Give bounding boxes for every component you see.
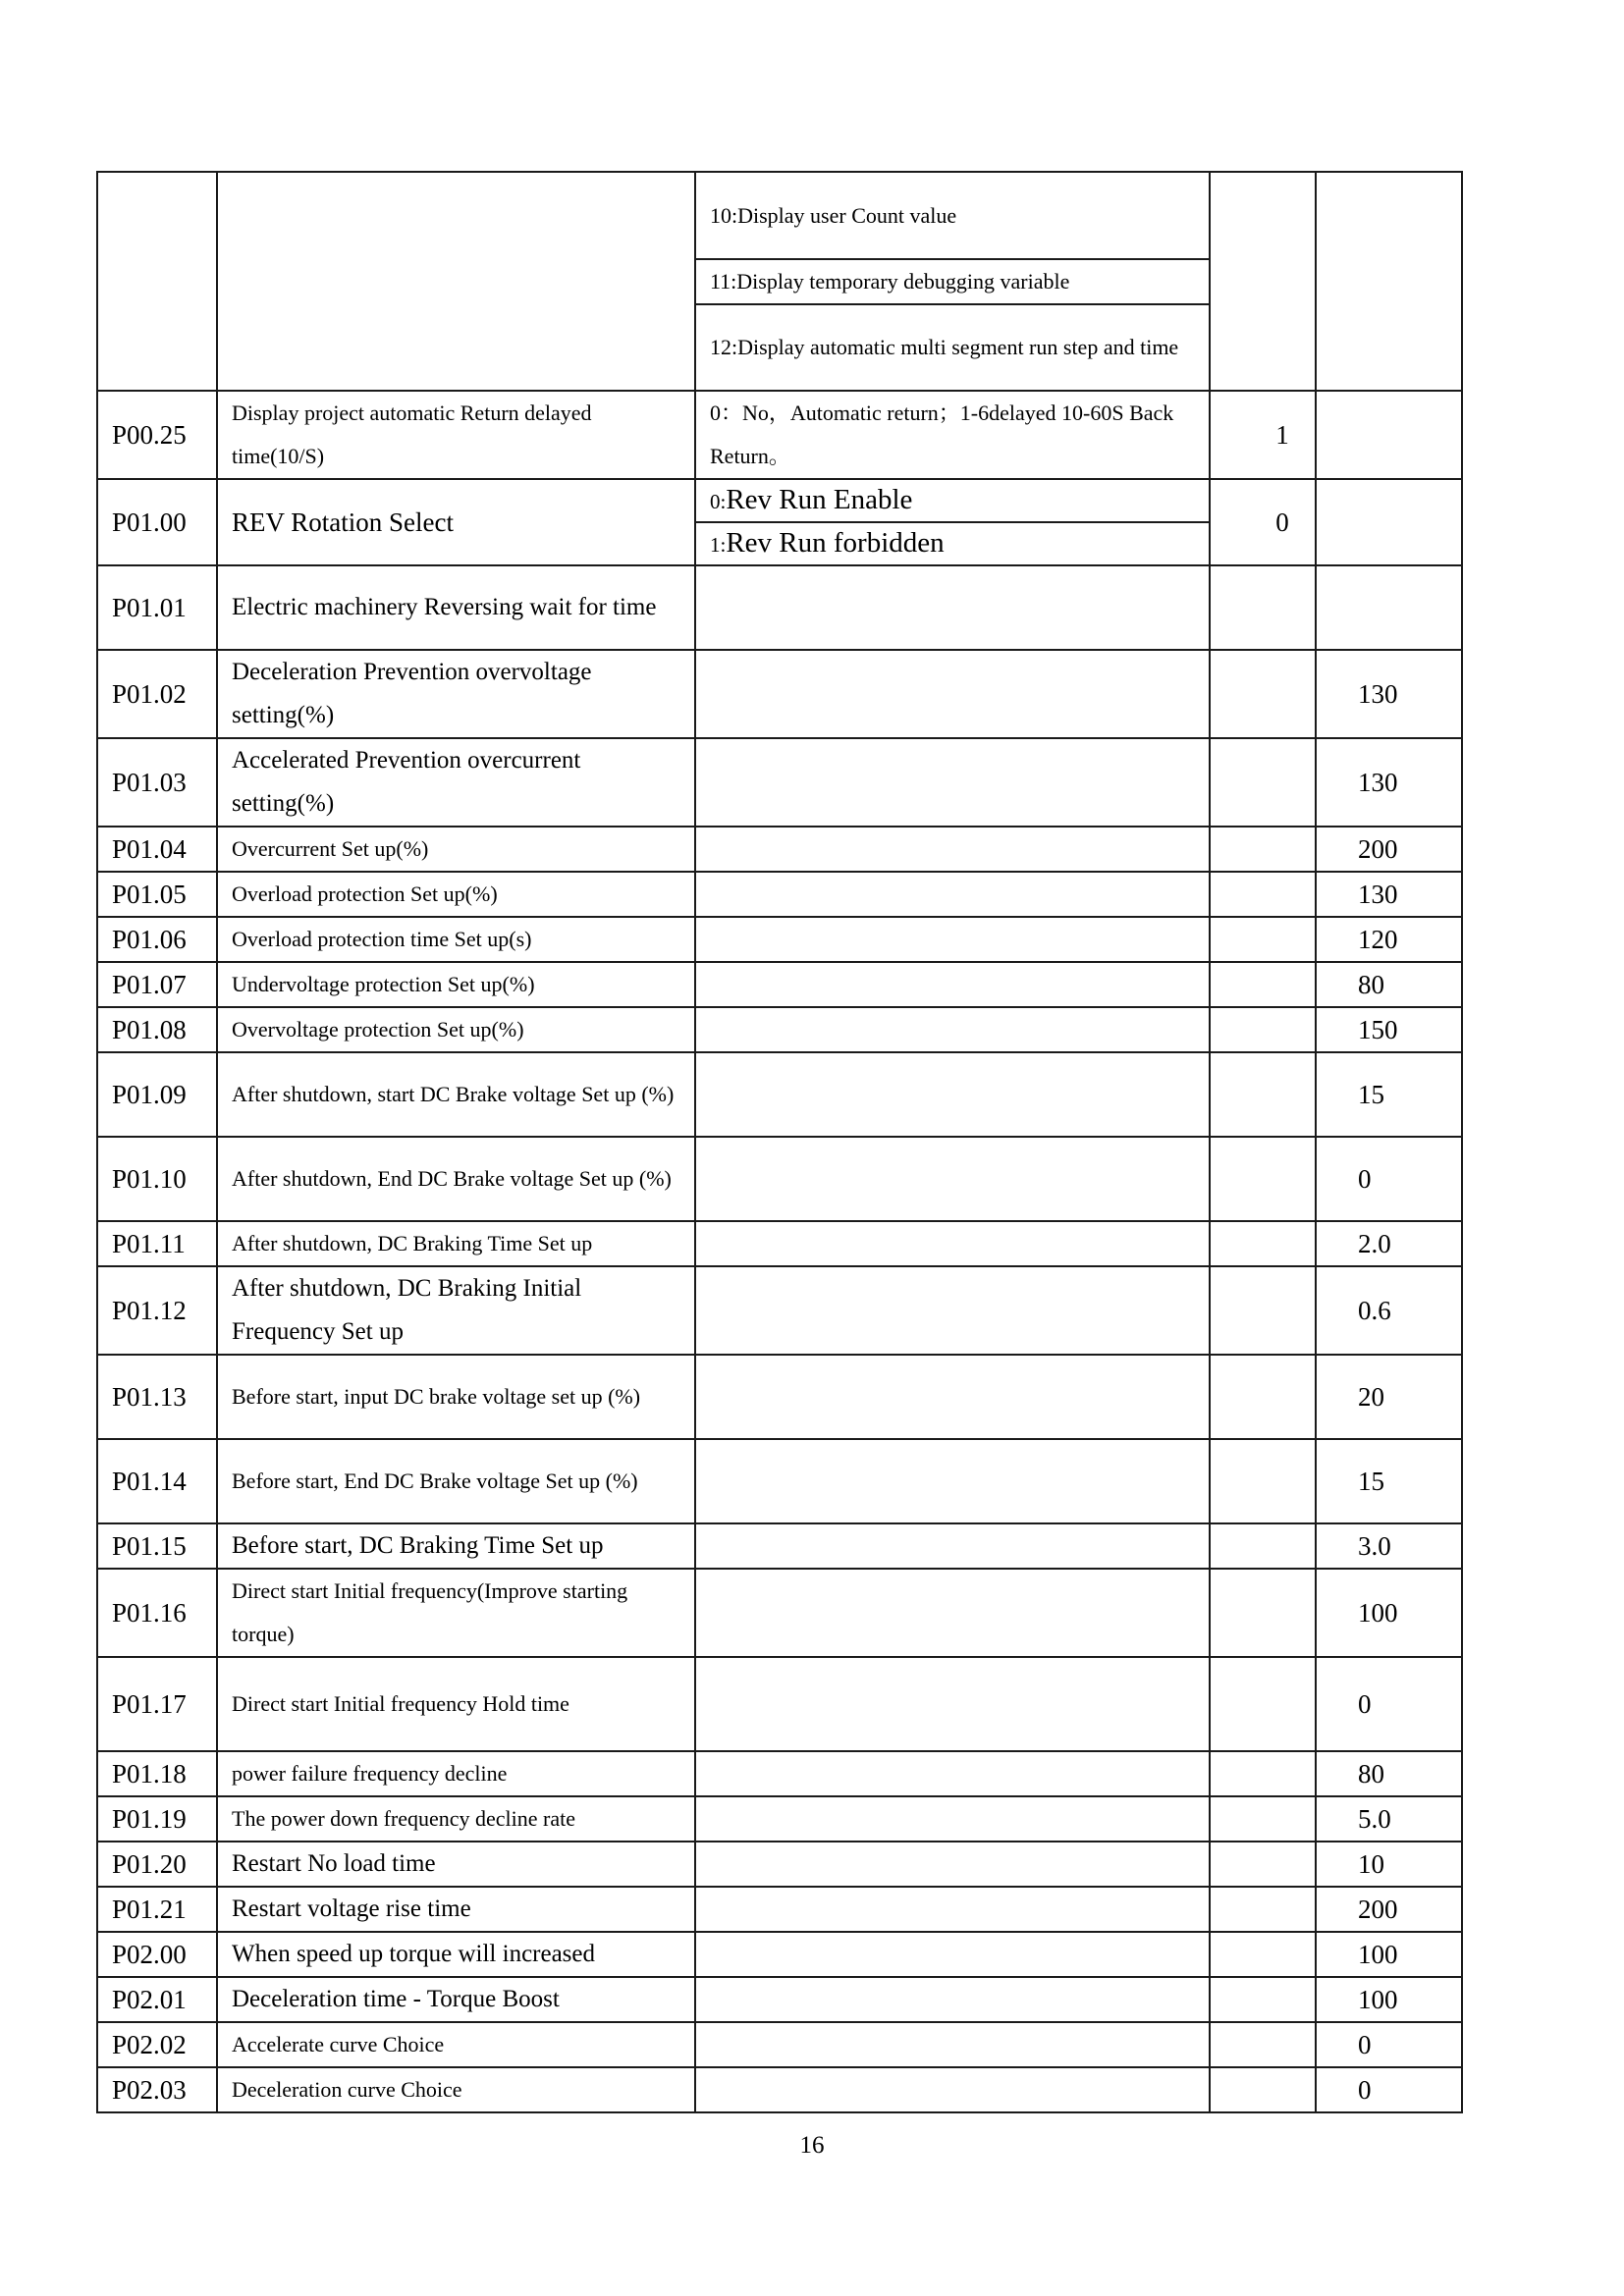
param-range bbox=[695, 1523, 1210, 1569]
param-unit-value bbox=[1210, 827, 1316, 872]
param-code: P01.19 bbox=[97, 1796, 217, 1842]
param-name: Accelerated Prevention overcurrent setting(%) bbox=[217, 738, 695, 827]
param-default: 100 bbox=[1316, 1569, 1462, 1657]
param-option bbox=[695, 522, 1210, 565]
param-code: P02.00 bbox=[97, 1932, 217, 1977]
param-unit-value bbox=[1210, 1523, 1316, 1569]
table-row bbox=[97, 1887, 1462, 1932]
param-default: 2.0 bbox=[1316, 1221, 1462, 1266]
table-row bbox=[97, 1439, 1462, 1523]
param-code: P01.17 bbox=[97, 1657, 217, 1751]
param-unit-value bbox=[1210, 1569, 1316, 1657]
table-row bbox=[97, 1569, 1462, 1657]
param-unit-value bbox=[1210, 650, 1316, 738]
param-range bbox=[695, 827, 1210, 872]
param-name: Overload protection Set up(%) bbox=[217, 872, 695, 917]
param-default: 15 bbox=[1316, 1052, 1462, 1137]
param-unit-value bbox=[1210, 2022, 1316, 2067]
param-name: Direct start Initial frequency(Improve starting torque) bbox=[217, 1569, 695, 1657]
param-unit-value bbox=[1210, 1887, 1316, 1932]
param-name: Deceleration curve Choice bbox=[217, 2067, 695, 2112]
param-default: 100 bbox=[1316, 1977, 1462, 2022]
table-row bbox=[97, 1842, 1462, 1887]
param-code: P01.21 bbox=[97, 1887, 217, 1932]
param-range bbox=[695, 2067, 1210, 2112]
param-name: Restart voltage rise time bbox=[217, 1887, 695, 1932]
table-row-continuation bbox=[97, 172, 1462, 259]
param-range bbox=[695, 1221, 1210, 1266]
param-unit-value bbox=[1210, 917, 1316, 962]
param-code: P01.13 bbox=[97, 1355, 217, 1439]
param-range bbox=[695, 1657, 1210, 1751]
param-name: Deceleration Prevention overvoltage setting(%) bbox=[217, 650, 695, 738]
option-number: 1: bbox=[710, 533, 727, 557]
table-row bbox=[97, 1355, 1462, 1439]
param-name: Overvoltage protection Set up(%) bbox=[217, 1007, 695, 1052]
param-range bbox=[695, 1052, 1210, 1137]
param-default bbox=[1316, 479, 1462, 565]
param-name: When speed up torque will increased bbox=[217, 1932, 695, 1977]
table-row bbox=[97, 872, 1462, 917]
table-row bbox=[97, 2022, 1462, 2067]
param-unit-value bbox=[1210, 1842, 1316, 1887]
table-row bbox=[97, 1796, 1462, 1842]
param-default: 15 bbox=[1316, 1439, 1462, 1523]
table-row bbox=[97, 1266, 1462, 1355]
table-row bbox=[97, 1977, 1462, 2022]
parameter-rows bbox=[97, 565, 1462, 2112]
param-default: 0 bbox=[1316, 1137, 1462, 1221]
param-code: P00.25 bbox=[97, 391, 217, 479]
param-unit-value: 0 bbox=[1210, 479, 1316, 565]
param-unit-value bbox=[1210, 565, 1316, 650]
table-row bbox=[97, 962, 1462, 1007]
param-range bbox=[695, 962, 1210, 1007]
option-text: 12:Display automatic multi segment run step and time bbox=[710, 335, 1179, 359]
param-code: P01.14 bbox=[97, 1439, 217, 1523]
table-row bbox=[97, 1007, 1462, 1052]
table-row bbox=[97, 827, 1462, 872]
param-unit-value bbox=[1210, 1007, 1316, 1052]
param-range bbox=[695, 1007, 1210, 1052]
param-code: P01.03 bbox=[97, 738, 217, 827]
param-unit-value bbox=[1210, 1355, 1316, 1439]
param-default: 130 bbox=[1316, 650, 1462, 738]
table-row bbox=[97, 1221, 1462, 1266]
param-name: Overcurrent Set up(%) bbox=[217, 827, 695, 872]
table-row bbox=[97, 479, 1462, 522]
param-code: P01.08 bbox=[97, 1007, 217, 1052]
param-unit-value bbox=[1210, 1052, 1316, 1137]
param-name: Direct start Initial frequency Hold time bbox=[217, 1657, 695, 1751]
param-code: P01.16 bbox=[97, 1569, 217, 1657]
option-cell bbox=[695, 259, 1210, 304]
table-row bbox=[97, 917, 1462, 962]
table-row bbox=[97, 2067, 1462, 2112]
param-unit-value bbox=[1210, 1266, 1316, 1355]
param-name: Electric machinery Reversing wait for time bbox=[217, 565, 695, 650]
param-name: power failure frequency decline bbox=[217, 1751, 695, 1796]
table-row bbox=[97, 1932, 1462, 1977]
param-unit-value bbox=[1210, 962, 1316, 1007]
param-default: 100 bbox=[1316, 1932, 1462, 1977]
param-name: After shutdown, start DC Brake voltage Set up (%) bbox=[217, 1052, 695, 1137]
param-range bbox=[695, 1842, 1210, 1887]
param-code: P01.15 bbox=[97, 1523, 217, 1569]
table-row bbox=[97, 1137, 1462, 1221]
option-text: Rev Run forbidden bbox=[726, 527, 945, 559]
table-row bbox=[97, 1052, 1462, 1137]
param-default: 5.0 bbox=[1316, 1796, 1462, 1842]
param-code: P01.05 bbox=[97, 872, 217, 917]
param-default: 80 bbox=[1316, 962, 1462, 1007]
param-name: REV Rotation Select bbox=[217, 479, 695, 565]
param-range bbox=[695, 1266, 1210, 1355]
param-range bbox=[695, 1887, 1210, 1932]
param-default: 200 bbox=[1316, 827, 1462, 872]
table-row bbox=[97, 1657, 1462, 1751]
param-name: Accelerate curve Choice bbox=[217, 2022, 695, 2067]
param-code: P01.12 bbox=[97, 1266, 217, 1355]
param-code: P02.01 bbox=[97, 1977, 217, 2022]
param-default: 80 bbox=[1316, 1751, 1462, 1796]
param-range: 0：No，Automatic return；1-6delayed 10-60S Back Return。 bbox=[695, 391, 1210, 479]
param-code: P02.03 bbox=[97, 2067, 217, 2112]
param-unit-value bbox=[1210, 1221, 1316, 1266]
table-row bbox=[97, 738, 1462, 827]
parameter-table bbox=[96, 171, 1463, 2113]
param-code: P01.09 bbox=[97, 1052, 217, 1137]
page-number: 16 bbox=[799, 2132, 825, 2159]
param-unit-value bbox=[1210, 2067, 1316, 2112]
option-cell bbox=[695, 172, 1210, 259]
param-option bbox=[695, 479, 1210, 522]
param-range bbox=[695, 565, 1210, 650]
table-row bbox=[97, 391, 1462, 479]
param-code: P01.18 bbox=[97, 1751, 217, 1796]
param-range bbox=[695, 1977, 1210, 2022]
param-range bbox=[695, 872, 1210, 917]
param-unit-value bbox=[1210, 1932, 1316, 1977]
param-range bbox=[695, 1569, 1210, 1657]
param-code: P01.11 bbox=[97, 1221, 217, 1266]
param-unit-value: 1 bbox=[1210, 391, 1316, 479]
option-text: 10:Display user Count value bbox=[710, 202, 957, 228]
param-unit-value bbox=[1210, 1796, 1316, 1842]
param-default: 0 bbox=[1316, 1657, 1462, 1751]
param-name: Undervoltage protection Set up(%) bbox=[217, 962, 695, 1007]
param-code: P01.07 bbox=[97, 962, 217, 1007]
param-range bbox=[695, 1355, 1210, 1439]
name-cell bbox=[217, 172, 695, 391]
param-range bbox=[695, 1796, 1210, 1842]
param-code: P01.00 bbox=[97, 479, 217, 565]
unit-cell bbox=[1210, 172, 1316, 391]
table-row bbox=[97, 1751, 1462, 1796]
param-name: The power down frequency decline rate bbox=[217, 1796, 695, 1842]
param-default: 0.6 bbox=[1316, 1266, 1462, 1355]
param-default: 130 bbox=[1316, 872, 1462, 917]
param-unit-value bbox=[1210, 1751, 1316, 1796]
option-text: 11:Display temporary debugging variable bbox=[710, 269, 1070, 294]
param-code: P02.02 bbox=[97, 2022, 217, 2067]
param-code: P01.20 bbox=[97, 1842, 217, 1887]
param-code: P01.01 bbox=[97, 565, 217, 650]
param-name: Restart No load time bbox=[217, 1842, 695, 1887]
option-cell bbox=[695, 304, 1210, 391]
param-unit-value bbox=[1210, 738, 1316, 827]
param-unit-value bbox=[1210, 1977, 1316, 2022]
param-code: P01.10 bbox=[97, 1137, 217, 1221]
param-code: P01.04 bbox=[97, 827, 217, 872]
param-default: 0 bbox=[1316, 2067, 1462, 2112]
code-cell bbox=[97, 172, 217, 391]
param-name: Before start, End DC Brake voltage Set up (%) bbox=[217, 1439, 695, 1523]
param-default: 200 bbox=[1316, 1887, 1462, 1932]
param-default: 130 bbox=[1316, 738, 1462, 827]
param-range bbox=[695, 650, 1210, 738]
param-default bbox=[1316, 565, 1462, 650]
param-default bbox=[1316, 391, 1462, 479]
param-default: 120 bbox=[1316, 917, 1462, 962]
param-range bbox=[695, 738, 1210, 827]
param-range bbox=[695, 1932, 1210, 1977]
default-cell bbox=[1316, 172, 1462, 391]
table-row bbox=[97, 565, 1462, 650]
param-code: P01.06 bbox=[97, 917, 217, 962]
param-name: After shutdown, End DC Brake voltage Set up (%) bbox=[217, 1137, 695, 1221]
param-unit-value bbox=[1210, 1137, 1316, 1221]
param-range bbox=[695, 1751, 1210, 1796]
param-unit-value bbox=[1210, 1439, 1316, 1523]
param-name: After shutdown, DC Braking Initial Frequency Set up bbox=[217, 1266, 695, 1355]
param-name: Deceleration time - Torque Boost bbox=[217, 1977, 695, 2022]
param-unit-value bbox=[1210, 1657, 1316, 1751]
option-text: Rev Run Enable bbox=[726, 484, 913, 515]
param-name: Display project automatic Return delayed time(10/S) bbox=[217, 391, 695, 479]
param-name: Before start, DC Braking Time Set up bbox=[217, 1523, 695, 1569]
table-row bbox=[97, 650, 1462, 738]
option-number: 0: bbox=[710, 490, 727, 513]
param-default: 150 bbox=[1316, 1007, 1462, 1052]
param-default: 10 bbox=[1316, 1842, 1462, 1887]
param-name: After shutdown, DC Braking Time Set up bbox=[217, 1221, 695, 1266]
param-default: 3.0 bbox=[1316, 1523, 1462, 1569]
table-row bbox=[97, 1523, 1462, 1569]
param-range bbox=[695, 2022, 1210, 2067]
param-code: P01.02 bbox=[97, 650, 217, 738]
param-range bbox=[695, 1137, 1210, 1221]
param-unit-value bbox=[1210, 872, 1316, 917]
param-default: 0 bbox=[1316, 2022, 1462, 2067]
param-name: Before start, input DC brake voltage set up (%) bbox=[217, 1355, 695, 1439]
param-name: Overload protection time Set up(s) bbox=[217, 917, 695, 962]
param-range bbox=[695, 917, 1210, 962]
param-default: 20 bbox=[1316, 1355, 1462, 1439]
param-range bbox=[695, 1439, 1210, 1523]
